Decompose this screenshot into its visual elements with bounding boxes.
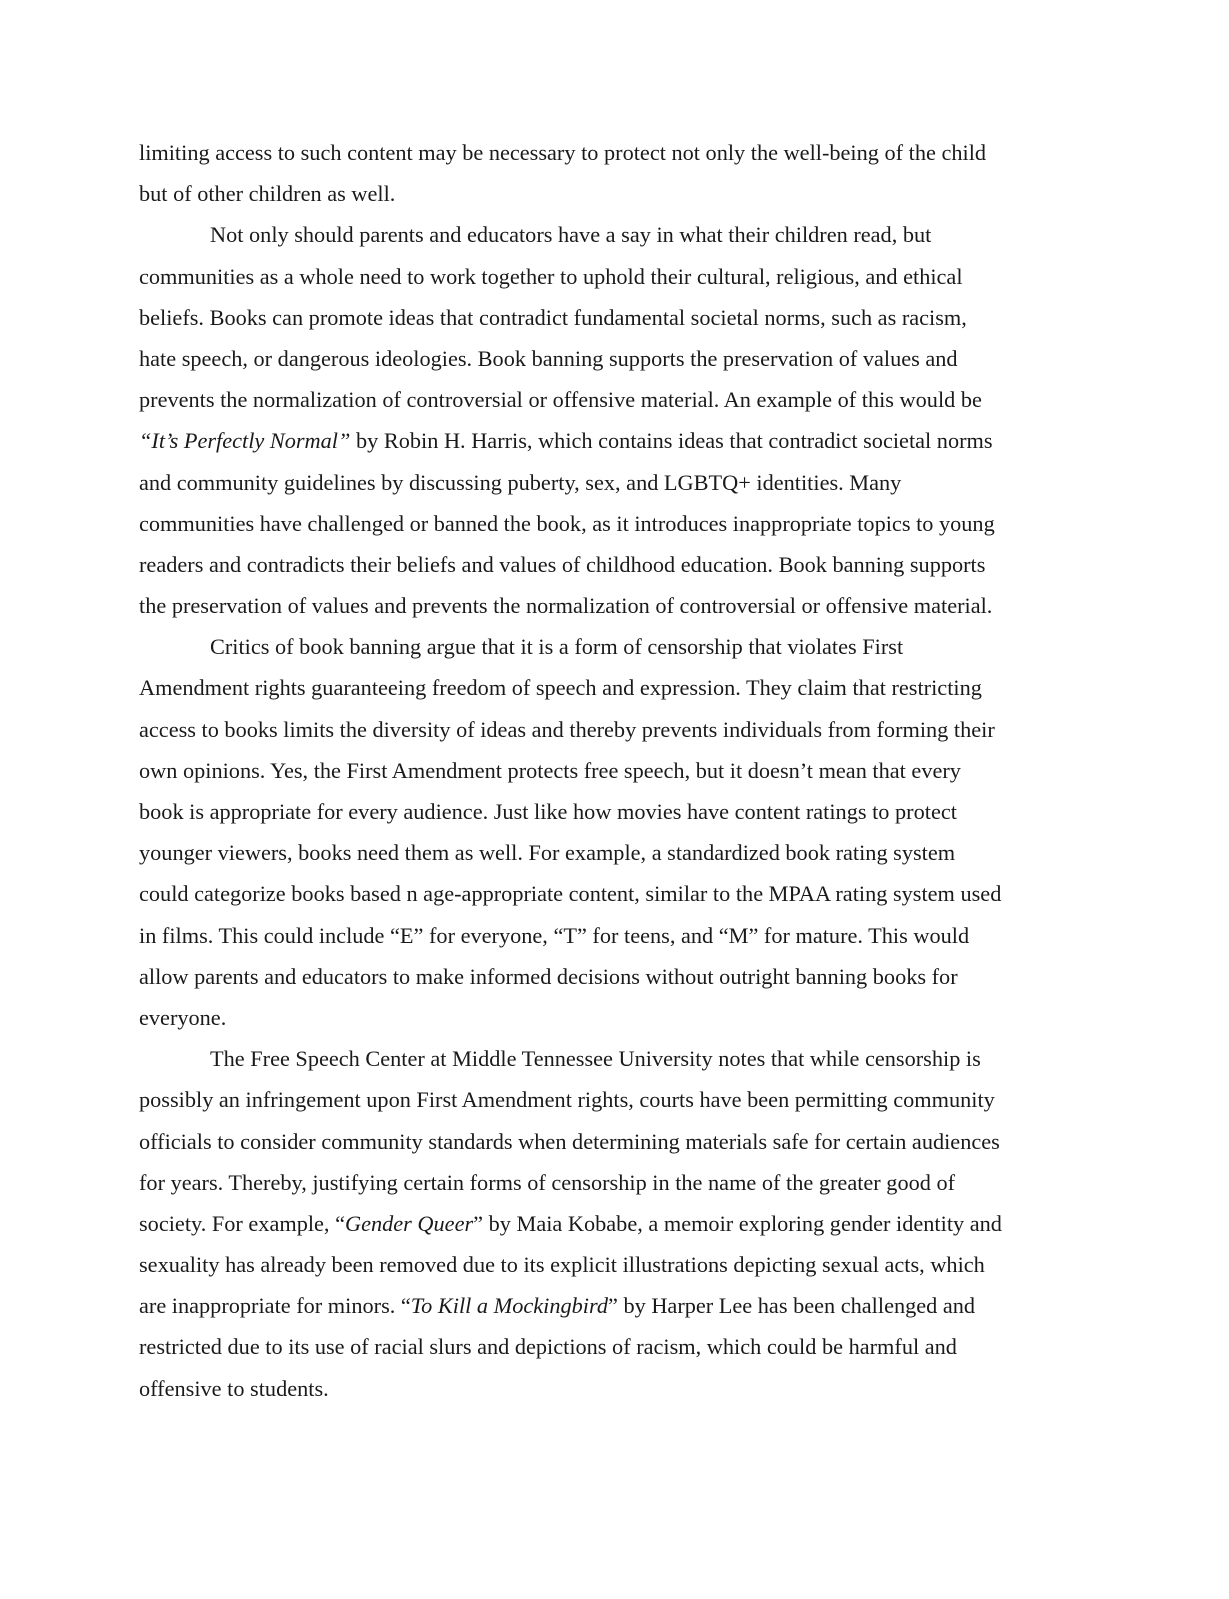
text-segment: beliefs. Books can promote ideas that contradict fundamental societal norms, such as racism,	[139, 304, 967, 330]
text-segment: society. For example, “	[139, 1210, 345, 1236]
text-segment: and community guidelines by discussing puberty, sex, and LGBTQ+ identities. Many	[139, 469, 902, 495]
text-segment: but of other children as well.	[139, 181, 396, 207]
text-segment: the preservation of values and prevents the normalization of controversial or offensive material.	[139, 593, 993, 619]
text-segment: possibly an infringement upon First Amendment rights, courts have been permitting community	[139, 1087, 995, 1113]
text-line	[139, 709, 1069, 750]
text-segment: access to books limits the diversity of ideas and thereby prevents individuals from forming their	[139, 716, 995, 742]
text-line	[139, 297, 1069, 338]
text-segment: sexuality has already been removed due to its explicit illustrations depicting sexual acts, which	[139, 1252, 985, 1278]
text-line	[139, 956, 1069, 997]
body-text	[139, 132, 1069, 1409]
italic-title-text: Gender Queer	[344, 1210, 474, 1236]
text-line	[139, 462, 1069, 503]
text-line	[139, 915, 1069, 956]
text-line	[139, 1244, 1069, 1285]
text-segment: Amendment rights guaranteeing freedom of speech and expression. They claim that restricting	[139, 675, 982, 701]
text-segment: officials to consider community standards when determining materials safe for certain audiences	[139, 1128, 1000, 1154]
text-segment: could categorize books based n age-appropriate content, similar to the MPAA rating system used	[139, 881, 1002, 907]
text-line	[139, 873, 1069, 914]
text-line	[139, 585, 1069, 626]
text-line	[139, 667, 1069, 708]
text-segment: ” by Harper Lee has been challenged and	[607, 1293, 976, 1319]
text-line	[139, 1162, 1069, 1203]
text-segment: readers and contradicts their beliefs and values of childhood education. Book banning supports	[139, 551, 986, 577]
paragraph-first-line	[139, 626, 1069, 667]
text-segment: communities have challenged or banned the book, as it introduces inappropriate topics to young	[139, 510, 995, 536]
text-line	[139, 173, 1069, 214]
text-line	[139, 420, 1069, 461]
text-line	[139, 1368, 1069, 1409]
text-segment: Not only should parents and educators have a say in what their children read, but	[210, 222, 932, 248]
text-line	[139, 132, 1069, 173]
text-line	[139, 1079, 1069, 1120]
text-line	[139, 997, 1069, 1038]
text-line	[139, 544, 1069, 585]
text-line	[139, 1203, 1069, 1244]
italic-title-text: “It’s Perfectly Normal”	[139, 428, 351, 454]
text-line	[139, 832, 1069, 873]
italic-title-text: To Kill a Mockingbird	[410, 1293, 608, 1319]
text-segment: offensive to students.	[139, 1375, 329, 1401]
text-segment: own opinions. Yes, the First Amendment protects free speech, but it doesn’t mean that every	[139, 757, 961, 783]
paragraph-first-line	[139, 1038, 1069, 1079]
text-segment: The Free Speech Center at Middle Tennessee University notes that while censorship is	[210, 1046, 981, 1072]
text-line	[139, 1121, 1069, 1162]
text-segment: younger viewers, books need them as well. For example, a standardized book rating system	[139, 840, 956, 866]
text-segment: for years. Thereby, justifying certain forms of censorship in the name of the greater good of	[139, 1169, 956, 1195]
text-segment: allow parents and educators to make informed decisions without outright banning books for	[139, 963, 958, 989]
text-segment: book is appropriate for every audience. Just like how movies have content ratings to protect	[139, 799, 957, 824]
text-segment: are inappropriate for minors. “	[139, 1293, 411, 1319]
text-segment: communities as a whole need to work together to uphold their cultural, religious, and ethical	[139, 263, 963, 289]
text-segment: everyone.	[139, 1004, 227, 1030]
text-segment: hate speech, or dangerous ideologies. Book banning supports the preservation of values and	[139, 345, 958, 371]
text-line	[139, 750, 1069, 791]
text-segment: restricted due to its use of racial slurs and depictions of racism, which could be harmful and	[139, 1334, 957, 1360]
text-line	[139, 503, 1069, 544]
text-line	[139, 791, 1069, 832]
text-line	[139, 1285, 1069, 1326]
text-line	[139, 338, 1069, 379]
text-segment: ” by Maia Kobabe, a memoir exploring gender identity and	[473, 1210, 1002, 1236]
text-line	[139, 256, 1069, 297]
text-line	[139, 379, 1069, 420]
paragraph-first-line	[139, 214, 1069, 255]
text-line	[139, 1326, 1069, 1367]
text-segment: by Robin H. Harris, which contains ideas that contradict societal norms	[350, 428, 993, 454]
text-segment: prevents the normalization of controversial or offensive material. An example of this would be	[139, 387, 982, 413]
text-segment: Critics of book banning argue that it is a form of censorship that violates First	[210, 634, 904, 660]
text-segment: limiting access to such content may be necessary to protect not only the well-being of the child	[139, 140, 987, 165]
text-segment: in films. This could include “E” for everyone, “T” for teens, and “M” for mature. This would	[139, 922, 970, 948]
